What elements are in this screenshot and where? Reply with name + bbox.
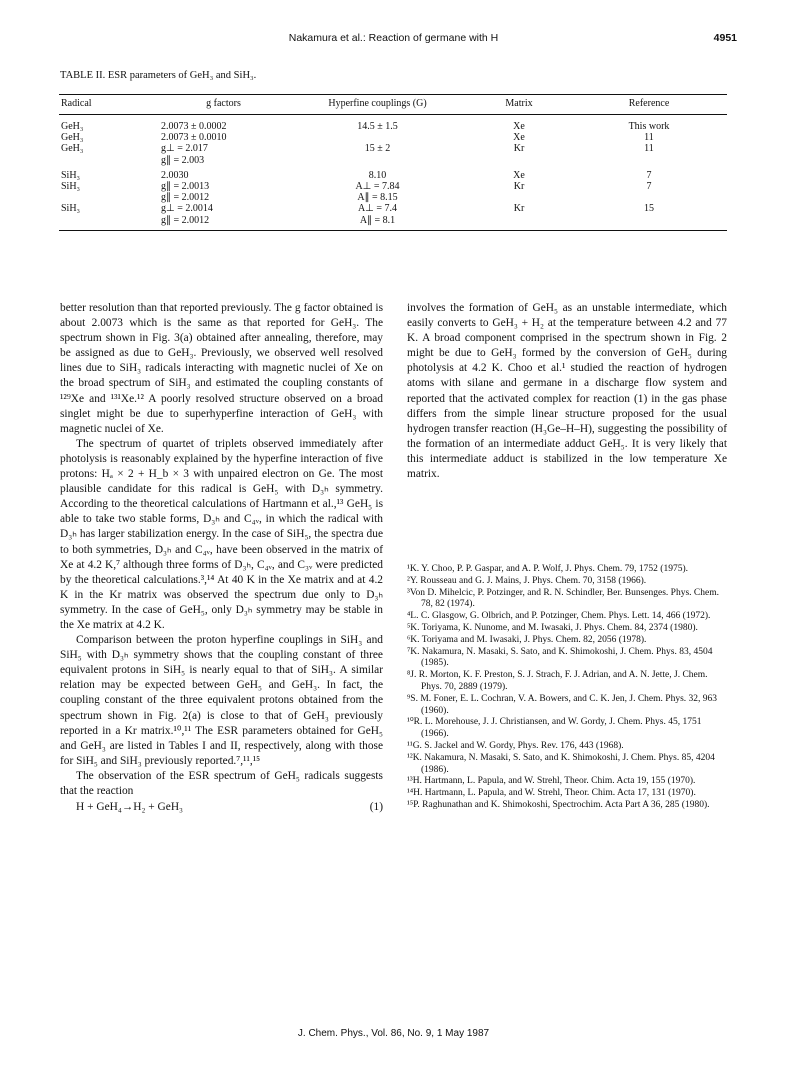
cell-hyperfine: A⊥ = 7.84 xyxy=(355,181,400,193)
cell-reference: This work xyxy=(628,121,670,132)
right-text-column xyxy=(407,301,727,482)
cell-radical: GeH₃ xyxy=(61,132,84,144)
table-row xyxy=(59,192,727,203)
running-title: Nakamura et al.: Reaction of germane with H xyxy=(288,32,499,44)
cell-radical: SiH₃ xyxy=(61,169,81,181)
equation-number: (1) xyxy=(369,801,383,814)
reference-item: ¹¹G. S. Jackel and W. Gordy, Phys. Rev. 176, 443 (1968). xyxy=(407,740,624,751)
cell-radical: GeH₃ xyxy=(61,143,84,155)
table-row xyxy=(59,203,727,214)
cell-hyperfine xyxy=(288,132,467,143)
cell-g-factor: g∥ = 2.0012 xyxy=(141,215,288,231)
cell-radical xyxy=(59,192,141,203)
cell-g-factor: g⊥ = 2.017 xyxy=(161,143,208,155)
esr-parameters-table xyxy=(59,94,727,231)
paragraph: The observation of the ESR spectrum of GeH₅ radicals suggests that the reaction xyxy=(60,769,383,797)
reference-item: ¹K. Y. Choo, P. P. Gaspar, and A. P. Wolf, J. Phys. Chem. 79, 1752 (1975). xyxy=(407,564,689,574)
table-caption: TABLE II. ESR parameters of GeH₃ and SiH₃. xyxy=(60,70,257,81)
reference-item: ²Y. Rousseau and G. J. Mains, J. Phys. Chem. 70, 3158 (1966). xyxy=(407,575,647,586)
reference-item: ⁹S. M. Foner, E. L. Cochran, V. A. Bowers, and C. K. Jen, J. Chem. Phys. 32, 963 (1960). xyxy=(407,693,718,716)
paragraph: involves the formation of GeH₅ as an unstable intermediate, which easily converts to GeH₃ + H₂ at the temperature between 4.2 and 77 K. A broad component comprised in the spectrum shown in Fig. 2 might be due to GeH₃ formed by the conversion of GeH₅ during photolysis at 4.2 K. Choo et al.¹ studied the reaction of hydrogen atoms with silane and germane in a discharge flow system and reported that the activated complex for reaction (1) in the gas phase differs from the simple linear structure proposed for the usual hydrogen transfer reaction (H₃Ge–H–H), suggesting the possibility of the formation of an intermediate adduct GeH₅. It is very likely that this intermediate adduct is stabilized in the low temperature Xe matrix. xyxy=(407,302,727,481)
cell-matrix: Xe xyxy=(513,121,525,132)
cell-radical xyxy=(59,215,141,231)
cell-radical: GeH₃ xyxy=(61,121,84,132)
col-header-g-factors: g factors xyxy=(141,95,288,115)
cell-reference: 7 xyxy=(646,181,652,193)
page-number: 4951 xyxy=(713,32,737,44)
table-row xyxy=(59,115,727,133)
equation-1 xyxy=(60,800,383,815)
cell-matrix xyxy=(467,215,571,231)
cell-reference: 11 xyxy=(644,143,654,155)
journal-footer: J. Chem. Phys., Vol. 86, No. 9, 1 May 1987 xyxy=(297,1028,490,1039)
equation-text: H + GeH₄→H₂ + GeH₃ xyxy=(76,801,184,814)
cell-hyperfine: A∥ = 8.15 xyxy=(357,192,398,204)
cell-hyperfine: 14.5 ± 1.5 xyxy=(357,121,398,132)
col-header-reference: Reference xyxy=(571,95,727,115)
reference-item: ¹⁵P. Raghunathan and K. Shimokoshi, Spectrochim. Acta Part A 36, 285 (1980). xyxy=(407,799,710,810)
reference-item: ¹⁴H. Hartmann, L. Papula, and W. Strehl, Theor. Chim. Acta 17, 131 (1970). xyxy=(407,788,696,799)
cell-g-factor: 2.0073 ± 0.0010 xyxy=(161,132,227,144)
reference-item: ⁸J. R. Morton, K. F. Preston, S. J. Strach, F. J. Adrian, and A. N. Jette, J. Chem. Phys. 70, 2889 (1979). xyxy=(407,670,708,692)
reference-item: ⁵K. Toriyama, K. Nunome, and M. Iwasaki, J. Phys. Chem. 84, 2374 (1980). xyxy=(407,622,698,633)
cell-matrix xyxy=(467,192,571,203)
paragraph: better resolution than that reported previously. The g factor obtained is about 2.0073 which is the same as that reported for GeH₃. The spectrum shown in Fig. 3(a) obtained after annealing, therefore, may be assigned as due to GeH₃. Previously, we observed well resolved lines due to SiH₃ radicals interacting with magnetic nuclei of Xe on the broad spectrum of SiH₃ and estimated the coupling constants of ¹²⁹Xe and ¹³¹Xe.¹² A poorly resolved structure observed on a broad singlet might be due to superhyperfine interaction of GeH₃ with magnetic nuclei of Xe. xyxy=(60,302,383,435)
cell-matrix: Kr xyxy=(513,203,525,215)
reference-item: ¹⁰R. L. Morehouse, J. J. Christiansen, and W. Gordy, J. Chem. Phys. 45, 1751 (1966). xyxy=(407,717,702,740)
cell-g-factor: g∥ = 2.0013 xyxy=(161,181,210,193)
cell-g-factor: 2.0030 xyxy=(161,169,189,181)
col-header-hyperfine: Hyperfine couplings (G) xyxy=(288,95,467,115)
cell-reference: 15 xyxy=(644,203,654,215)
reference-item: ⁶K. Toriyama and M. Iwasaki, J. Phys. Chem. 82, 2056 (1978). xyxy=(407,634,647,645)
reference-item: ⁷K. Nakamura, N. Masaki, S. Sato, and K. Shimokoshi, J. Chem. Phys. 83, 4504 (1985). xyxy=(407,646,713,669)
col-header-matrix: Matrix xyxy=(467,95,571,115)
cell-matrix: Kr xyxy=(513,181,525,193)
col-header-radical: Radical xyxy=(59,95,141,115)
reference-item: ⁴L. C. Glasgow, G. Olbrich, and P. Potzinger, Chem. Phys. Lett. 14, 466 (1972). xyxy=(407,611,711,622)
cell-radical xyxy=(59,155,141,166)
cell-matrix xyxy=(467,155,571,166)
cell-g-factor: 2.0073 ± 0.0002 xyxy=(161,121,227,132)
cell-reference: 11 xyxy=(644,132,654,144)
reference-item: ¹²K. Nakamura, N. Masaki, S. Sato, and K. Shimokoshi, J. Chem. Phys. 85, 4204 (1986). xyxy=(407,752,715,775)
cell-reference: 7 xyxy=(646,169,652,181)
cell-g-factor: g⊥ = 2.0014 xyxy=(161,203,213,215)
cell-radical: SiH₃ xyxy=(61,181,81,193)
table-row xyxy=(59,132,727,143)
cell-reference xyxy=(571,155,727,166)
left-text-column xyxy=(60,301,383,815)
references-list xyxy=(407,564,729,812)
cell-hyperfine: A⊥ = 7.4 xyxy=(357,203,398,215)
table-row xyxy=(59,155,727,166)
reference-item: ¹³H. Hartmann, L. Papula, and W. Strehl, Theor. Chim. Acta 19, 155 (1970). xyxy=(407,776,696,787)
paragraph: Comparison between the proton hyperfine couplings in SiH₃ and SiH₅ with D₃ₕ symmetry shows that the coupling constant of three equivalent protons in SiH₅ is nearly equal to that of SiH₃. A similar relation may be expected between GeH₅ and GeH₃. In fact, the coupling constant of the three equivalent protons obtained from the spectrum shown in Fig. 2(a) is close to that of GeH₃ previously reported in a Kr matrix.¹⁰,¹¹ The ESR parameters obtained for GeH₅ and GeH₃ are listed in Tables I and II, respectively, along with those for SiH₅ and SiH₃ previously reported.⁷,¹¹,¹⁵ xyxy=(60,634,383,767)
table-header-row xyxy=(59,95,727,115)
table-row xyxy=(59,181,727,192)
table-row xyxy=(59,215,727,231)
cell-hyperfine: 15 ± 2 xyxy=(364,143,391,155)
cell-radical: SiH₃ xyxy=(61,203,81,215)
reference-item: ³Von D. Mihelcic, P. Potzinger, and R. N. Schindler, Ber. Bunsenges. Phys. Chem. 78, 82 (1974). xyxy=(407,587,719,610)
cell-g-factor: g∥ = 2.0012 xyxy=(161,192,210,204)
cell-reference xyxy=(571,192,727,203)
cell-hyperfine xyxy=(288,155,467,166)
cell-reference xyxy=(571,215,727,231)
table-row xyxy=(59,166,727,181)
cell-g-factor: g∥ = 2.003 xyxy=(161,154,205,166)
table-row xyxy=(59,143,727,154)
cell-matrix: Xe xyxy=(513,132,525,144)
cell-hyperfine: 8.10 xyxy=(368,169,387,181)
cell-matrix: Kr xyxy=(513,143,525,155)
cell-hyperfine: A∥ = 8.1 xyxy=(288,215,467,231)
cell-matrix: Xe xyxy=(513,169,525,181)
paragraph: The spectrum of quartet of triplets observed immediately after photolysis is reasonably explained by the hyperfine interaction of five protons: Hₐ × 2 + H_b × 3 with unpaired electron on Ge. The most plausible candidate for this radical is GeH₅ with D₃ₕ symmetry. According to the theoretical calculations of Hartmann et al.,¹³ GeH₅ is able to take two stable forms, D₃ₕ and C₄ᵥ, in which the radical with D₃ₕ has larger stabilization energy. In the case of SiH₅, the spectra due to both symmetries, D₃ₕ and C₄ᵥ, have been observed in the matrix of Xe at 4.2 K,⁷ although three forms of D₃ₕ, C₄ᵥ, and C₃ᵥ were predicted by the theoretical calculations.³,¹⁴ At 40 K in the Xe matrix and at 4.2 K in the Kr matrix was observed the spectrum due only to D₃ₕ symmetry. In the case of GeH₅, only D₃ₕ symmetry may be stable in the Xe matrix at 4.2 K. xyxy=(60,437,383,631)
